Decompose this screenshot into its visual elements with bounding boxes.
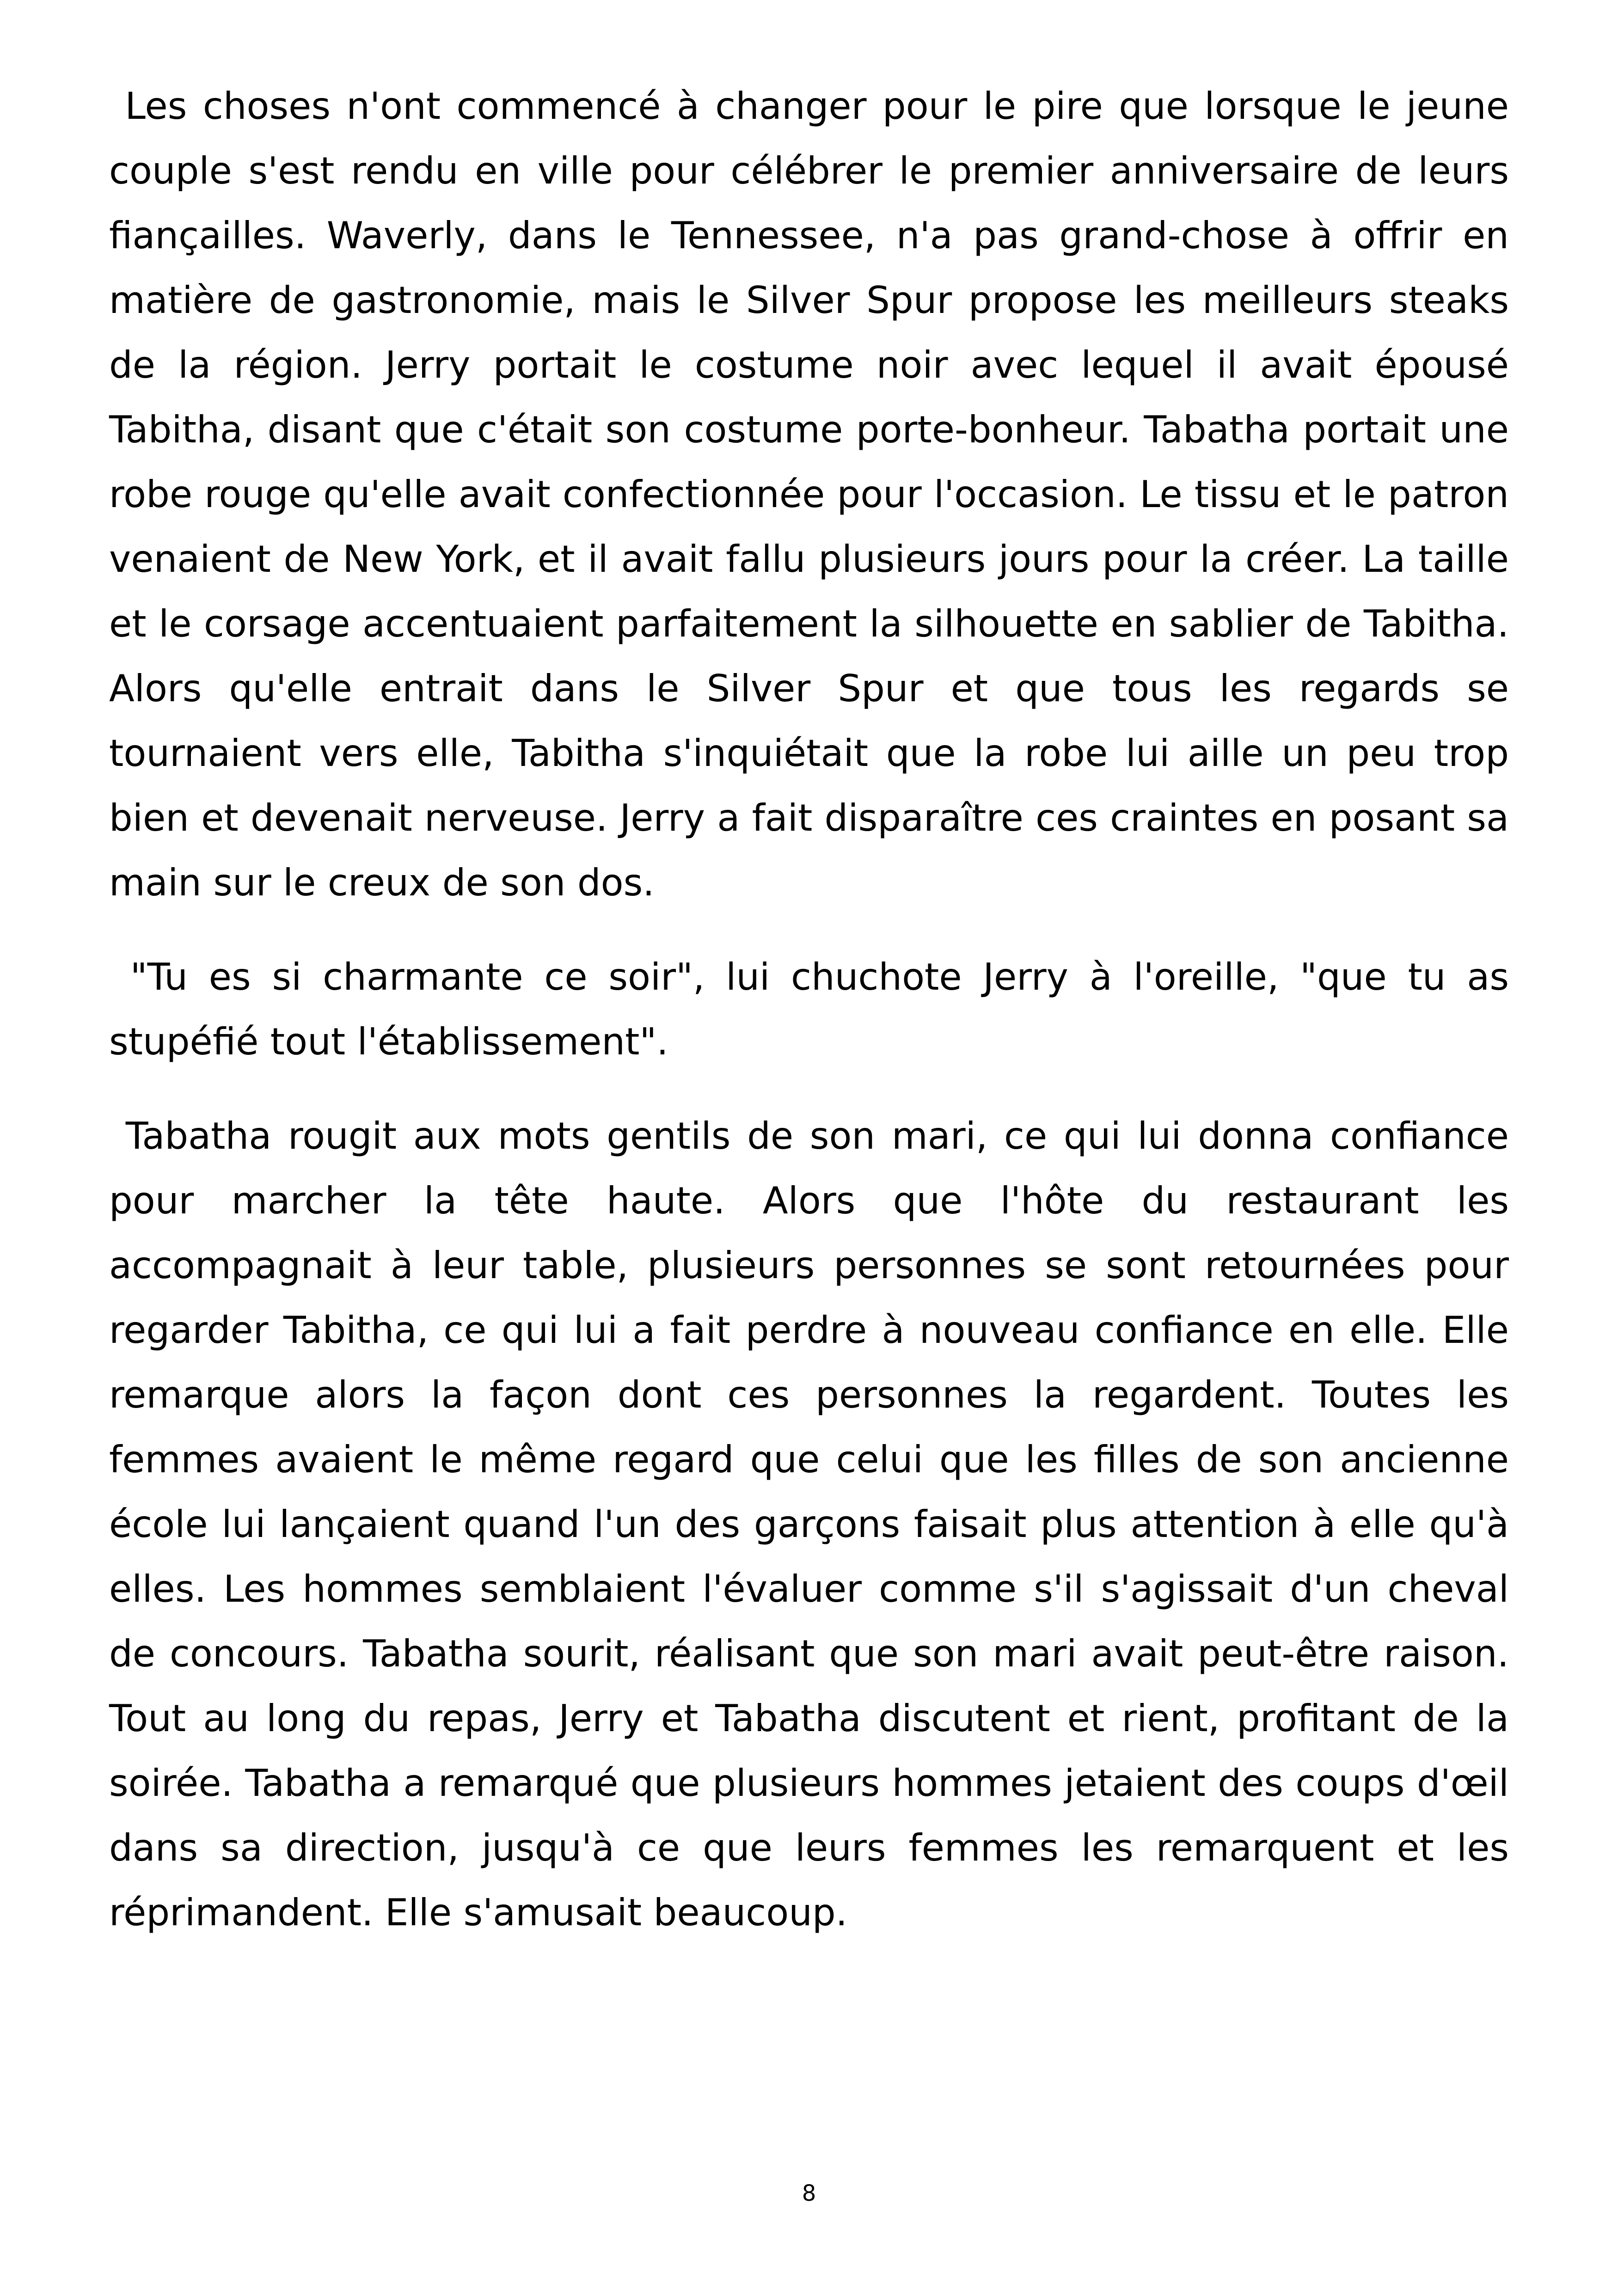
paragraph-3: Tabatha rougit aux mots gentils de son mari, ce qui lui donna confiance pour marcher la tête haute. Alors que l'hôte du restaurant les accompagnait à leur table, plusieurs personnes se sont retournées pour regarder Tabitha, ce qui lui a fait perdre à nouveau confiance en elle. Elle remarque alors la façon dont ces personnes la regardent. Toutes les femmes avaient le même regard que celui que les filles de son ancienne école lui lançaient quand l'un des garçons faisait plus attention à elle qu'à elles. Les hommes semblaient l'évaluer comme s'il s'agissait d'un cheval de concours. Tabatha sourit, réalisant que son mari avait peut-être raison. Tout au long du repas, Jerry et Tabatha discutent et rient, profitant de la soirée. Tabatha a remarqué que plusieurs hommes jetaient des coups d'œil dans sa direction, jusqu'à ce que leurs femmes les remarquent et les réprimandent. Elle s'amusait beaucoup.: [109, 1114, 1521, 1934]
body-text: [109, 74, 1521, 1975]
paragraph-1: Les choses n'ont commencé à changer pour le pire que lorsque le jeune couple s'est rendu en ville pour célébrer le premier anniversaire de leurs fiançailles. Waverly, dans le Tennessee, n'a pas grand-chose à offrir en matière de gastronomie, mais le Silver Spur propose les meilleurs steaks de la région. Jerry portait le costume noir avec lequel il avait épousé Tabitha, disant que c'était son costume porte-bonheur. Tabatha portait une robe rouge qu'elle avait confectionnée pour l'occasion. Le tissu et le patron venaient de New York, et il avait fallu plusieurs jours pour la créer. La taille et le corsage accentuaient parfaitement la silhouette en sablier de Tabitha. Alors qu'elle entrait dans le Silver Spur et que tous les regards se tournaient vers elle, Tabitha s'inquiétait que la robe lui aille un peu trop bien et devenait nerveuse. Jerry a fait disparaître ces craintes en posant sa main sur le creux de son dos.: [109, 85, 1521, 904]
paragraph-2: "Tu es si charmante ce soir", lui chuchote Jerry à l'oreille, "que tu as stupéfié tout l'établissement".: [109, 955, 1521, 1063]
page-number: 8: [802, 2180, 816, 2206]
